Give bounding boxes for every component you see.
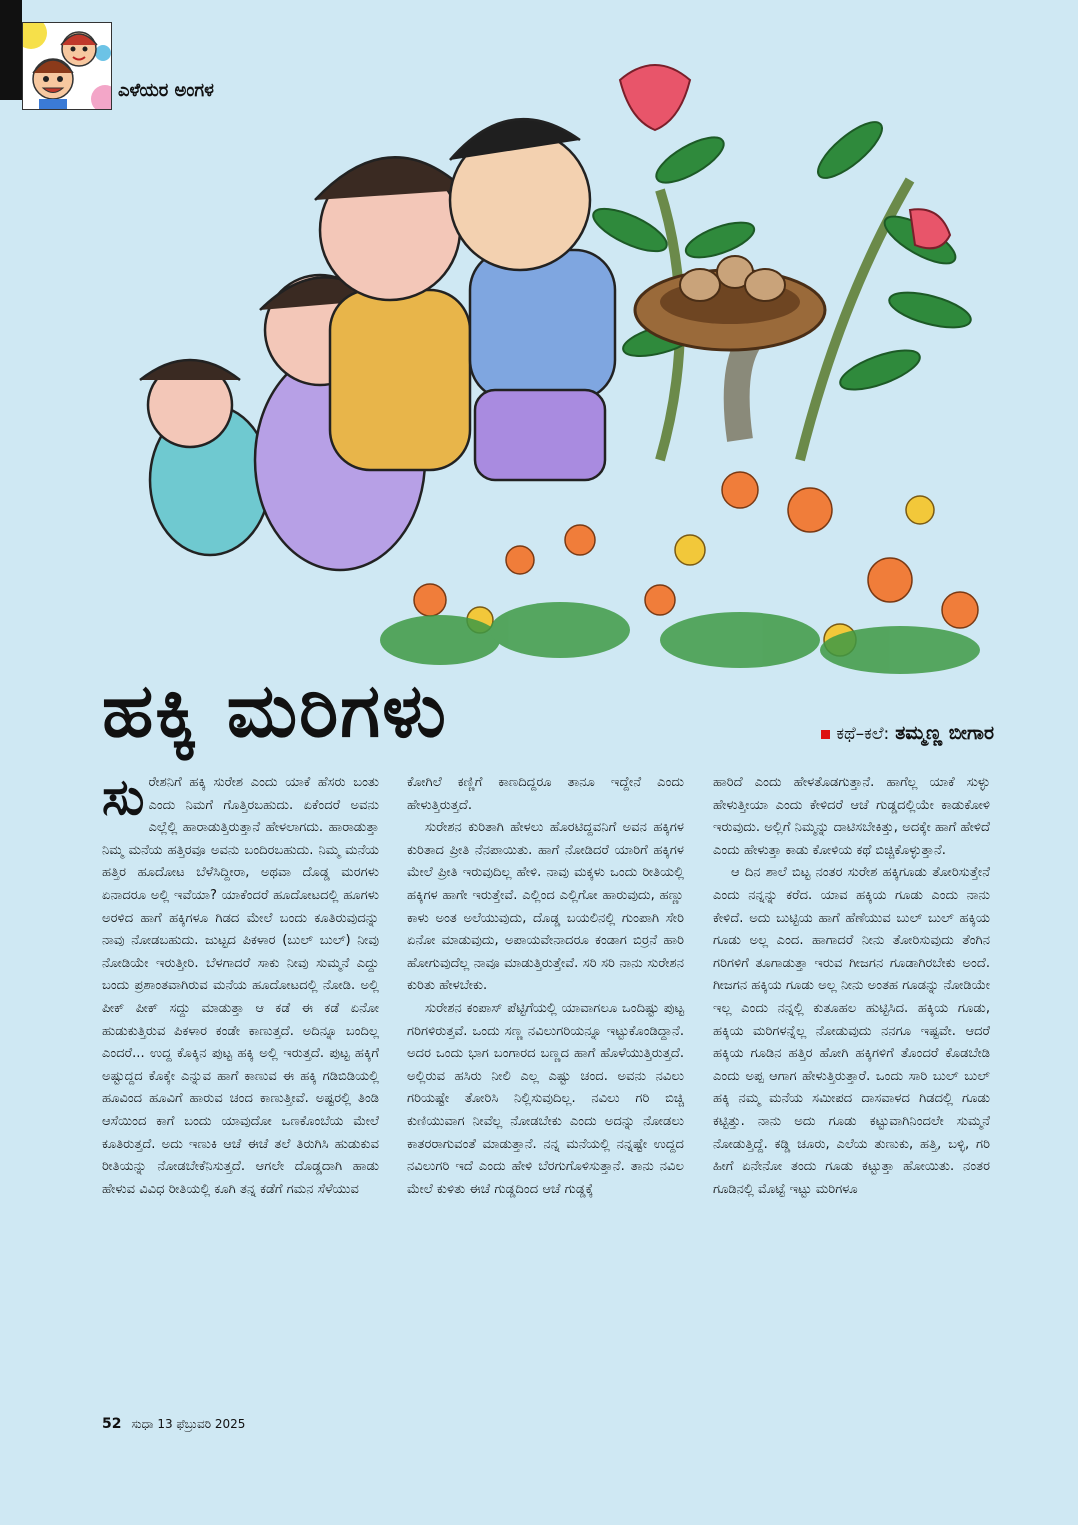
paragraph: ಕೋಗಿಲೆ ಕಣ್ಣಿಗೆ ಕಾಣದಿದ್ದರೂ ತಾನೂ ಇದ್ದೇನೆ ಎಂದು ಹೇಳುತ್ತಿರುತ್ತದೆ. (407, 775, 684, 813)
magazine-name: ಸುಧಾ (131, 1417, 154, 1431)
author-name: ತಮ್ಮಣ್ಣ ಬೀಗಾರ (895, 722, 994, 744)
paragraph: ಆ ದಿನ ಶಾಲೆ ಬಿಟ್ಟ ನಂತರ ಸುರೇಶ ಹಕ್ಕಿಗೂಡು ತೋರಿಸುತ್ತೇನೆ ಎಂದು ನನ್ನನ್ನು ಕರೆದ. ಯಾವ ಹಕ್ಕಿಯ ಗೂಡು ಎಂದು ನಾನು ಕೇಳಿದೆ. ಅದು ಬುಟ್ಟಿಯ ಹಾಗೆ ಹೆಣೆಯುವ ಬುಲ್ ಬುಲ್ ಹಕ್ಕಿಯ ಗೂಡು ಅಲ್ಲ ಎಂದ. ಹಾಗಾದರೆ ನೀನು ತೋರಿಸುವುದು ತೆಂಗಿನ ಗರಿಗಳಿಗೆ ತೂಗಾಡುತ್ತಾ ಇರುವ ಗೀಜಗನ ಗೂಡಾಗಿರಬೇಕು ಅಂದೆ. ಗೀಜಗನ ಹಕ್ಕಿಯ ಗೂಡು ಅಲ್ಲ ನೀನು ಅಂತಹ ಗೂಡನ್ನು ನೋಡಿಯೇ ಇಲ್ಲ ಎಂದು ನನ್ನಲ್ಲಿ ಕುತೂಹಲ ಹುಟ್ಟಿಸಿದ. ಹಕ್ಕಿಯ ಗೂಡು, ಹಕ್ಕಿಯ ಮರಿಗಳನ್ನೆಲ್ಲ ನೋಡುವುದು ನನಗೂ ಇಷ್ಟವೇ. ಆದರೆ ಹಕ್ಕಿಯ ಗೂಡಿನ ಹತ್ತಿರ ಹೋಗಿ ಹಕ್ಕಿಗಳಿಗೆ ತೊಂದರೆ ಕೊಡಬೇಡಿ ಎಂದು ಅಪ್ಪ ಆಗಾಗ ಹೇಳುತ್ತಿರುತ್ತಾರೆ. ಒಂದು ಸಾರಿ ಬುಲ್ ಬುಲ್ ಹಕ್ಕಿ ನಮ್ಮ ಮನೆಯ ಸಮೀಪದ ದಾಸವಾಳದ ಗಿಡದಲ್ಲಿ ಗೂಡು ಕಟ್ಟಿತ್ತು. ನಾನು ಅದು ಗೂಡು ಕಟ್ಟುವಾಗಿನಿಂದಲೇ ಸುಮ್ಮನೆ ನೋಡುತ್ತಿದ್ದೆ. ಕಡ್ಡಿ ಚೂರು, ಎಲೆಯ ತುಣುಕು, ಹತ್ತಿ, ಬಳ್ಳಿ, ಗರಿ ಹೀಗೆ ಏನೇನೋ ತಂದು ಗೂಡು ಕಟ್ಟುತ್ತಾ ಹೋಯಿತು. ನಂತರ ಗೂಡಿನಲ್ಲಿ ಮೊಟ್ಟೆ ಇಟ್ಟು ಮರಿಗಳೂ (713, 865, 990, 1197)
section-label: ಎಳೆಯರ ಅಂಗಳ (118, 80, 214, 101)
byline (821, 722, 994, 744)
column-2 (407, 772, 684, 1201)
corner-bar (0, 0, 22, 100)
byline-marker (821, 730, 830, 739)
kids-faces-logo (22, 22, 112, 110)
article-title: ಹಕ್ಕಿ ಮರಿಗಳು (102, 668, 448, 754)
page-number: 52 (102, 1416, 122, 1432)
paragraph: ಹಾರಿದೆ ಎಂದು ಹೇಳತೊಡಗುತ್ತಾನೆ. ಹಾಗೆಲ್ಲ ಯಾಕೆ ಸುಳ್ಳು ಹೇಳುತ್ತೀಯಾ ಎಂದು ಕೇಳಿದರೆ ಆಚೆ ಗುಡ್ಡದಲ್ಲಿಯೇ ಕಾಡುಕೋಳಿ ಇರುವುದು. ಅಲ್ಲಿಗೆ ನಿಮ್ಮನ್ನು ದಾಟಿಸಬೇಕಿತ್ತು, ಅದಕ್ಕೇ ಹಾಗೆ ಹೇಳಿದೆ ಎಂದು ಹೇಳುತ್ತಾ ಕಾಡು ಕೋಳಿಯ ಕಥೆ ಬಿಚ್ಚಿಕೊಳ್ಳುತ್ತಾನೆ. (713, 775, 990, 858)
column-1 (102, 768, 379, 1201)
page-footer (102, 1416, 245, 1432)
drop-cap: ಸು (102, 768, 145, 826)
family-garden-illustration (100, 40, 1000, 680)
issue-date: 13 ಫೆಬ್ರುವರಿ 2025 (157, 1417, 246, 1431)
paragraph: ರೇಶನಿಗೆ ಹಕ್ಕಿ ಸುರೇಶ ಎಂದು ಯಾಕೆ ಹೆಸರು ಬಂತು ಎಂದು ನಿಮಗೆ ಗೊತ್ತಿರಬಹುದು. ಏಕೆಂದರೆ ಅವನು ಎಲ್ಲೆಲ್ಲಿ ಹಾರಾಡುತ್ತಿರುತ್ತಾನೆ ಹೇಳಲಾಗದು. ಹಾರಾಡುತ್ತಾ ನಿಮ್ಮ ಮನೆಯ ಹತ್ತಿರವೂ ಅವನು ಬಂದಿರಬಹುದು. ನಿಮ್ಮ ಮನೆಯ ಹತ್ತಿರ ಹೂದೋಟ ಬೆಳೆಸಿದ್ದೀರಾ, ಅಥವಾ ದೊಡ್ಡ ಮರಗಳು ಏನಾದರೂ ಅಲ್ಲಿ ಇವೆಯಾ? ಯಾಕೆಂದರೆ ಹೂದೋಟದಲ್ಲಿ ಹೂಗಳು ಅರಳಿದ ಹಾಗೆ ಹಕ್ಕಿಗಳೂ ಗಿಡದ ಮೇಲೆ ಬಂದು ಕೂತಿರುವುದನ್ನು ನಾವು ನೋಡಬಹುದು. ಜುಟ್ಟದ ಪಿಕಳಾರ (ಬುಲ್ ಬುಲ್) ನೀವು ನೋಡಿಯೇ ಇರುತ್ತೀರಿ. ಬೆಳಗಾದರೆ ಸಾಕು ನೀವು ಸುಮ್ಮನೆ ಎದ್ದು ಬಂದು ಪ್ರಶಾಂತವಾಗಿರುವ ಮನೆಯ ಹೂದೋಟದಲ್ಲಿ ನೋಡಿ. ಅಲ್ಲಿ ಪೀಕ್ ಪೀಕ್ ಸದ್ದು ಮಾಡುತ್ತಾ ಆ ಕಡೆ ಈ ಕಡೆ ಏನೋ ಹುಡುಕುತ್ತಿರುವ ಪಿಕಳಾರ ಕಂಡೇ ಕಾಣುತ್ತದೆ. ಅದಿನ್ನೂ ಬಂದಿಲ್ಲ ಎಂದರೆ... ಉದ್ದ ಕೊಕ್ಕಿನ ಪುಟ್ಟ ಹಕ್ಕಿ ಅಲ್ಲಿ ಇರುತ್ತದೆ. ಪುಟ್ಟ ಹಕ್ಕಿಗೆ ಅಷ್ಟುದ್ದದ ಕೊಕ್ಕೇ ಎನ್ನುವ ಹಾಗೆ ಕಾಣುವ ಈ ಹಕ್ಕಿ ಗಡಿಬಿಡಿಯಲ್ಲಿ ಹೂವಿಂದ ಹೂವಿಗೆ ಹಾರುವ ಚಂದ ಕಾಣುತ್ತೀವೆ. ಅಷ್ಟರಲ್ಲಿ ತಿಂಡಿ ಆಸೆಯಿಂದ ಕಾಗೆ ಬಂದು ಯಾವುದೋ ಒಣಕೊಂಬೆಯ ಮೇಲೆ ಕೂತಿರುತ್ತದೆ. ಅದು ಇಣುಕಿ ಆಚೆ ಈಚೆ ತಲೆ ತಿರುಗಿಸಿ ಹುಡುಕುವ ರೀತಿಯನ್ನು ನೋಡಬೇಕೆನಿಸುತ್ತದೆ. ಆಗಲೇ ದೊಡ್ಡದಾಗಿ ಹಾಡು ಹೇಳುವ ವಿವಿಧ ರೀತಿಯಲ್ಲಿ ಕೂಗಿ ತನ್ನ ಕಡೆಗೆ ಗಮನ ಸೆಳೆಯುವ (102, 775, 379, 1197)
byline-label: ಕಥೆ–ಕಲೆ: (836, 724, 890, 744)
paragraph: ಸುರೇಶನ ಕಂಪಾಸ್ ಪೆಟ್ಟಿಗೆಯಲ್ಲಿ ಯಾವಾಗಲೂ ಒಂದಿಷ್ಟು ಪುಟ್ಟ ಗರಿಗಳಿರುತ್ತವೆ. ಒಂದು ಸಣ್ಣ ನವಿಲುಗರಿಯನ್ನೂ ಇಟ್ಟುಕೊಂಡಿದ್ದಾನೆ. ಅದರ ಒಂದು ಭಾಗ ಬಂಗಾರದ ಬಣ್ಣದ ಹಾಗೆ ಹೊಳೆಯುತ್ತಿರುತ್ತದೆ. ಅಲ್ಲಿರುವ ಹಸಿರು ನೀಲಿ ಎಲ್ಲ ಎಷ್ಟು ಚಂದ. ಅವನು ನವಿಲು ಗರಿಯಷ್ಟೇ ತೋರಿಸಿ ನಿಲ್ಲಿಸುವುದಿಲ್ಲ. ನವಿಲು ಗರಿ ಬಿಚ್ಚಿ ಕುಣಿಯುವಾಗ ನೀವೆಲ್ಲ ನೋಡಬೇಕು ಎಂದು ಅದನ್ನು ನೋಡಲು ಕಾತರರಾಗುವಂತೆ ಮಾಡುತ್ತಾನೆ. ನನ್ನ ಮನೆಯಲ್ಲಿ ನನ್ನಷ್ಟೇ ಉದ್ದದ ನವಿಲುಗರಿ ಇದೆ ಎಂದು ಹೇಳಿ ಬೆರಗುಗೊಳಿಸುತ್ತಾನೆ. ತಾನು ನವಿಲ ಮೇಲೆ ಕುಳಿತು ಈಚೆ ಗುಡ್ಡದಿಂದ ಆಚೆ ಗುಡ್ಡಕ್ಕೆ (407, 1000, 684, 1197)
paragraph: ಸುರೇಶನ ಕುರಿತಾಗಿ ಹೇಳಲು ಹೊರಟಿದ್ದವನಿಗೆ ಅವನ ಹಕ್ಕಿಗಳ ಕುರಿತಾದ ಪ್ರೀತಿ ನೆನಪಾಯಿತು. ಹಾಗೆ ನೋಡಿದರೆ ಯಾರಿಗೆ ಹಕ್ಕಿಗಳ ಮೇಲೆ ಪ್ರೀತಿ ಇರುವುದಿಲ್ಲ ಹೇಳಿ. ನಾವು ಮಕ್ಕಳು ಒಂದು ರೀತಿಯಲ್ಲಿ ಹಕ್ಕಿಗಳ ಹಾಗೇ ಇರುತ್ತೇವೆ. ಎಲ್ಲಿಂದ ಎಲ್ಲಿಗೋ ಹಾರುವುದು, ಹಣ್ಣು ಕಾಳು ಅಂತ ಅಲೆಯುವುದು, ದೊಡ್ಡ ಬಯಲಿನಲ್ಲಿ ಗುಂಪಾಗಿ ಸೇರಿ ಏನೋ ಮಾಡುವುದು, ಅಪಾಯವೇನಾದರೂ ಕಂಡಾಗ ಬಿರ್ರನೆ ಹಾರಿ ಹೋಗುವುದೆಲ್ಲ ನಾವೂ ಮಾಡುತ್ತಿರುತ್ತೇವೆ. ಸರಿ ಸರಿ ನಾನು ಸುರೇಶನ ಕುರಿತು ಹೇಳಬೇಕು. (407, 820, 684, 994)
column-3 (713, 772, 990, 1201)
